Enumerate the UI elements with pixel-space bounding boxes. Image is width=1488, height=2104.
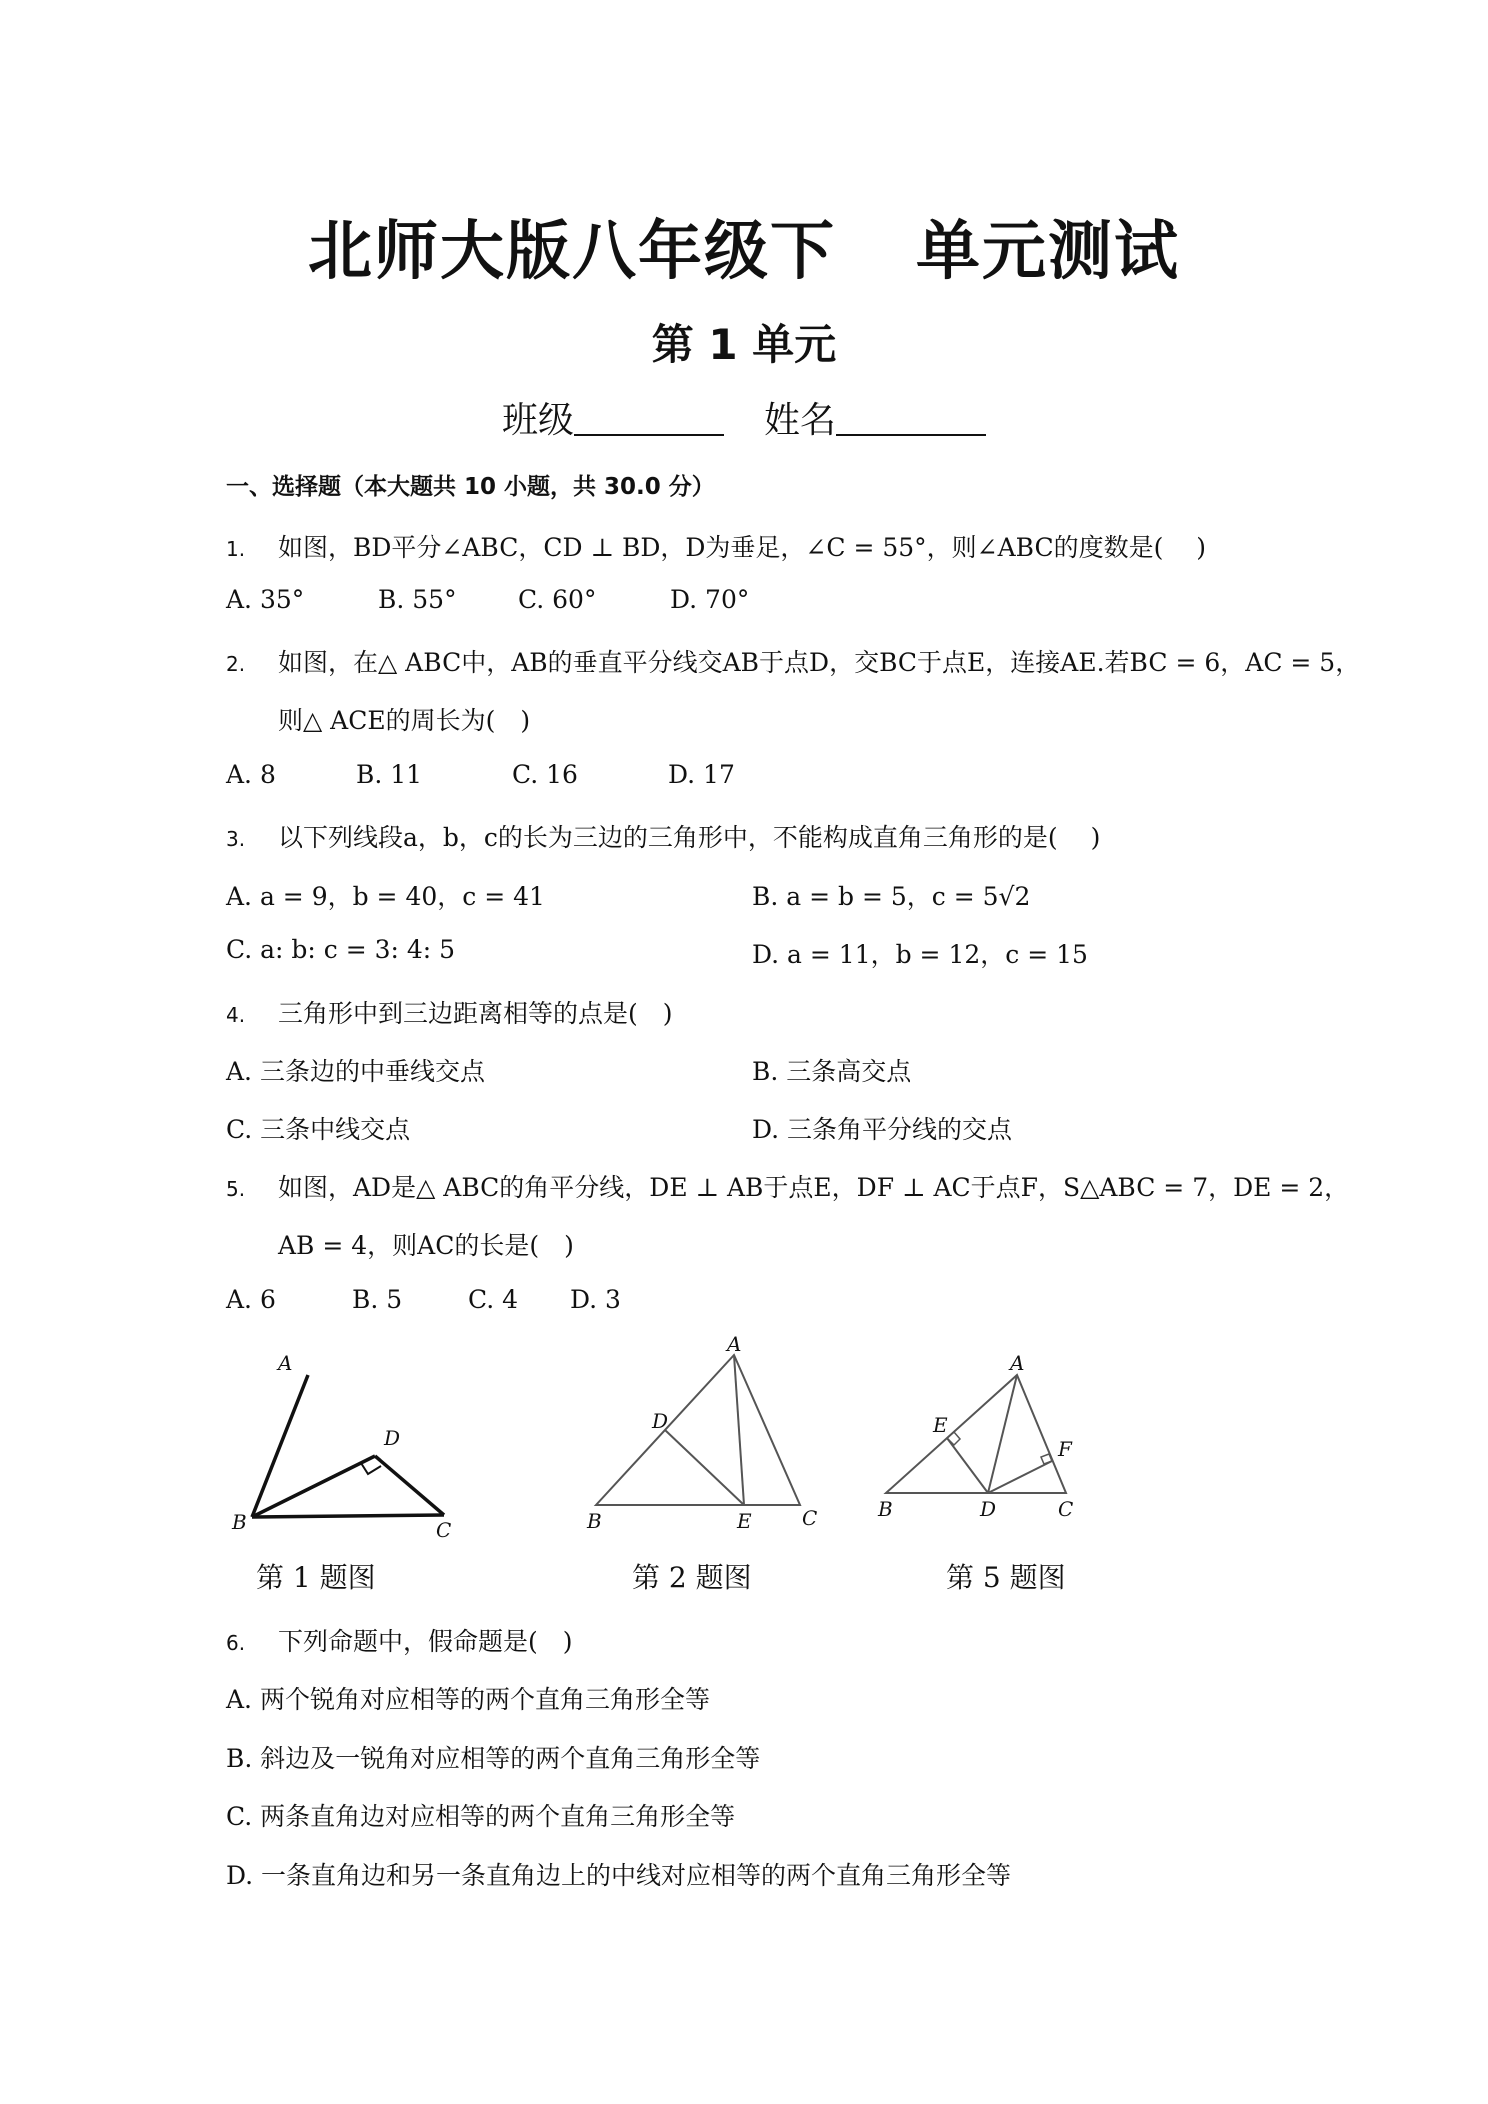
student-info-line	[0, 392, 1488, 443]
figure-5	[878, 1350, 1098, 1530]
option-d[interactable]: D. 三条角平分线的交点	[752, 1115, 1013, 1144]
question-text: 下列命题中，假命题是( )	[278, 1627, 573, 1656]
title-part-1: 北师大版八年级下	[308, 215, 836, 289]
option-d[interactable]: D. 70°	[670, 585, 750, 614]
label-d: D	[652, 1409, 669, 1433]
question-4	[226, 994, 673, 1030]
segment-ad	[988, 1375, 1017, 1493]
segment-bc	[252, 1515, 444, 1517]
label-c: C	[436, 1518, 452, 1542]
option-c[interactable]: C. 两条直角边对应相等的两个直角三角形全等	[226, 1802, 736, 1831]
question-2-continued: 则△ ACE的周长为( )	[278, 706, 531, 735]
section-heading: 一、选择题（本大题共 10 小题，共 30.0 分）	[226, 474, 715, 500]
right-angle-mark	[361, 1463, 381, 1474]
label-c: C	[1058, 1497, 1074, 1521]
question-text: 三角形中到三边距离相等的点是( )	[278, 999, 673, 1028]
option-c[interactable]: C. a: b: c = 3: 4: 5	[226, 935, 456, 964]
question-5-continued: AB = 4，则AC的长是( )	[278, 1231, 574, 1260]
option-b[interactable]: B. a = b = 5，c = 5√2	[752, 882, 1031, 911]
segment-de	[947, 1438, 988, 1493]
figure-2-caption: 第 2 题图	[632, 1561, 752, 1594]
question-number: 5.	[226, 1177, 246, 1201]
option-c[interactable]: C. 60°	[518, 585, 597, 614]
right-angle-mark-e	[947, 1432, 960, 1445]
class-field[interactable]	[574, 398, 724, 436]
figure-5-caption: 第 5 题图	[946, 1561, 1066, 1594]
option-d[interactable]: D. a = 11，b = 12，c = 15	[752, 940, 1088, 969]
question-5	[226, 1168, 1349, 1204]
segment-df	[988, 1461, 1052, 1493]
question-text: 以下列线段a，b，c的长为三边的三角形中，不能构成直角三角形的是( )	[278, 823, 1101, 852]
ray-ba	[252, 1375, 308, 1517]
question-text: 如图，AD是△ ABC的角平分线，DE ⊥ AB于点E，DF ⊥ AC于点F，S△ABC = 7，DE = 2，	[278, 1173, 1350, 1202]
figure-1-caption: 第 1 题图	[256, 1561, 376, 1594]
option-a[interactable]: A. 三条边的中垂线交点	[226, 1057, 485, 1086]
name-field[interactable]	[836, 398, 986, 436]
question-number: 4.	[226, 1003, 246, 1027]
title-part-2: 单元测试	[916, 215, 1180, 289]
option-c[interactable]: C. 4	[468, 1285, 519, 1314]
option-c[interactable]: C. 16	[512, 760, 578, 789]
question-2	[226, 643, 1360, 679]
label-d: D	[384, 1426, 401, 1450]
option-d[interactable]: D. 3	[570, 1285, 621, 1314]
label-e: E	[933, 1413, 948, 1437]
question-5-options	[226, 1285, 621, 1314]
label-f: F	[1058, 1437, 1072, 1461]
question-number: 1.	[226, 537, 246, 561]
question-3	[226, 818, 1100, 854]
label-e: E	[737, 1509, 752, 1533]
question-number: 3.	[226, 827, 246, 851]
option-b[interactable]: B. 11	[356, 760, 423, 789]
label-a: A	[727, 1332, 742, 1356]
label-c: C	[802, 1506, 818, 1530]
label-b: B	[587, 1509, 602, 1533]
label-b: B	[232, 1510, 247, 1534]
option-a[interactable]: A. a = 9，b = 40，c = 41	[226, 882, 545, 911]
segment-dc	[375, 1456, 444, 1515]
option-b[interactable]: B. 5	[352, 1285, 403, 1314]
figure-2	[580, 1332, 840, 1545]
question-2-options	[226, 760, 735, 789]
segment-ae	[734, 1355, 744, 1505]
triangle-abc	[596, 1355, 800, 1505]
figure-1	[220, 1345, 480, 1545]
question-1	[226, 528, 1206, 564]
option-a[interactable]: A. 两个锐角对应相等的两个直角三角形全等	[226, 1685, 710, 1714]
question-number: 6.	[226, 1631, 246, 1655]
question-number: 2.	[226, 652, 246, 676]
option-a[interactable]: A. 6	[226, 1285, 276, 1314]
option-b[interactable]: B. 三条高交点	[752, 1057, 912, 1086]
unit-subtitle: 第 1 单元	[651, 320, 837, 369]
label-a: A	[278, 1351, 293, 1375]
question-1-options	[226, 585, 749, 614]
question-6	[226, 1622, 573, 1658]
option-c[interactable]: C. 三条中线交点	[226, 1115, 411, 1144]
name-label: 姓名	[764, 400, 837, 441]
option-d[interactable]: D. 17	[668, 760, 735, 789]
label-b: B	[878, 1497, 893, 1521]
label-d: D	[980, 1497, 997, 1521]
option-d[interactable]: D. 一条直角边和另一条直角边上的中线对应相等的两个直角三角形全等	[226, 1861, 1012, 1890]
option-b[interactable]: B. 55°	[378, 585, 457, 614]
page-title	[0, 200, 1488, 292]
option-a[interactable]: A. 35°	[226, 585, 305, 614]
segment-bd	[252, 1456, 375, 1517]
option-b[interactable]: B. 斜边及一锐角对应相等的两个直角三角形全等	[226, 1744, 761, 1773]
label-a: A	[1010, 1351, 1025, 1375]
question-text: 如图，在△ ABC中，AB的垂直平分线交AB于点D，交BC于点E，连接AE.若BC = 6，AC = 5，	[278, 648, 1361, 677]
option-a[interactable]: A. 8	[226, 760, 276, 789]
class-label: 班级	[501, 400, 574, 441]
segment-de	[665, 1430, 744, 1505]
question-text: 如图，BD平分∠ABC，CD ⊥ BD，D为垂足，∠C = 55°，则∠ABC的度数是( )	[278, 533, 1207, 562]
